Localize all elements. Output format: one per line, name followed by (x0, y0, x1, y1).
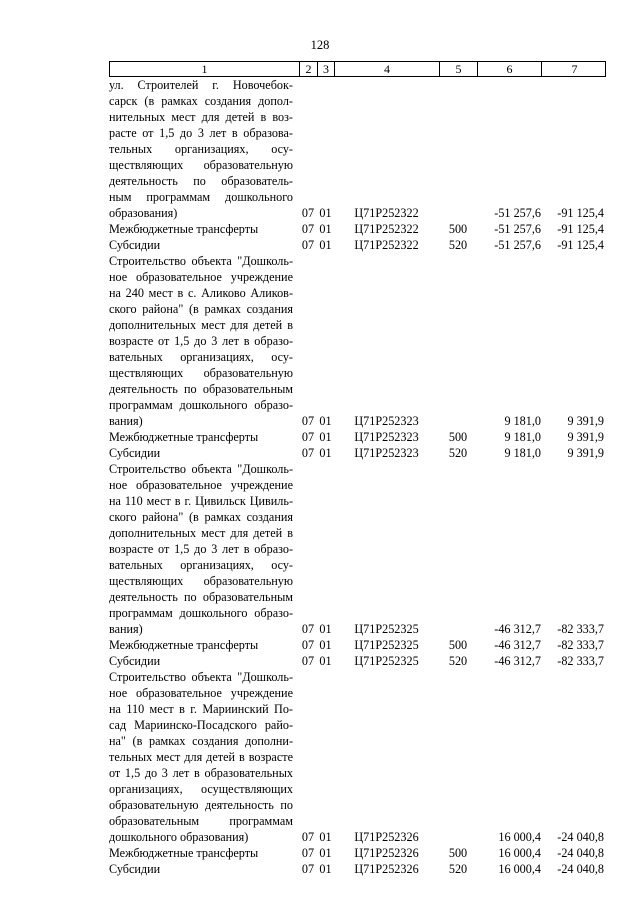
row-name-line: на 240 мест в с. Аликово Аликов- (109, 286, 293, 300)
target-article-code: Ц71P252323 (354, 446, 419, 460)
expense-type-code: 500 (448, 430, 468, 444)
row-name-line: нительных мест для детей в воз- (109, 110, 293, 124)
row-name-line: Субсидии (109, 862, 161, 876)
amount-year-2: -82 333,7 (557, 638, 604, 652)
table-row (109, 77, 606, 221)
row-name-line: сарск (в рамках создания допол- (109, 94, 293, 108)
row-name (109, 461, 299, 637)
amount-year-1: 9 181,0 (504, 414, 541, 428)
row-name-line: Межбюджетные трансферты (109, 430, 259, 444)
table-row (109, 653, 606, 669)
subsection-code: 01 (319, 654, 332, 668)
expense-type-code: 500 (448, 638, 468, 652)
target-article-code: Ц71P252325 (354, 622, 419, 636)
row-name-line: Субсидии (109, 238, 161, 252)
amount-year-2: 9 391,9 (567, 446, 604, 460)
section-code: 07 (301, 414, 315, 428)
column-header: 1 (110, 62, 300, 76)
amount-year-1: 16 000,4 (498, 846, 541, 860)
row-name-line: сад Мариинско-Посадского райо- (109, 718, 293, 732)
row-name-line: тельных мест для детей в возрасте (109, 750, 293, 764)
row-name-line: дополнительных мест для детей в (109, 318, 293, 332)
subsection-code: 01 (319, 862, 332, 876)
row-name-line: организациях, осуществляющих (109, 782, 293, 796)
row-name-line: Субсидии (109, 446, 161, 460)
subsection-code: 01 (319, 414, 332, 428)
column-header: 6 (478, 62, 542, 76)
row-name-line: ным программам дошкольного (109, 190, 293, 204)
table-row (109, 461, 606, 637)
amount-year-1: -46 312,7 (494, 638, 541, 652)
column-header: 4 (335, 62, 440, 76)
row-name (109, 237, 299, 253)
target-article-code: Ц71P252322 (354, 222, 419, 236)
row-name-line: вательных организациях, осу- (109, 350, 293, 364)
row-name-line: вательных организациях, осу- (109, 558, 293, 572)
row-name-line: деятельность по образовательным (109, 590, 293, 604)
amount-year-1: 9 181,0 (504, 430, 541, 444)
row-name-line: ное образовательное учреждение (109, 686, 293, 700)
row-name-line: ул. Строителей г. Новочебок- (109, 78, 293, 92)
amount-year-2: -24 040,8 (557, 862, 604, 876)
row-name-line: ществляющих образовательную (109, 366, 293, 380)
subsection-code: 01 (319, 638, 332, 652)
row-name-line: расте от 1,5 до 3 лет в образова- (109, 126, 293, 140)
section-code: 07 (301, 430, 315, 444)
row-name-line: Строительство объекта "Дошколь- (109, 462, 293, 476)
expense-type-code: 520 (448, 862, 468, 876)
amount-year-2: -82 333,7 (557, 654, 604, 668)
subsection-code: 01 (319, 830, 332, 844)
row-name-line: на" (в рамках создания дополни- (109, 734, 293, 748)
amount-year-1: 16 000,4 (498, 862, 541, 876)
row-name-line: Строительство объекта "Дошколь- (109, 670, 293, 684)
row-name-line: возрасте от 1,5 до 3 лет в образо- (109, 542, 293, 556)
section-code: 07 (301, 622, 315, 636)
section-code: 07 (301, 846, 315, 860)
row-name-line: ществляющих образовательную (109, 574, 293, 588)
target-article-code: Ц71P252323 (354, 414, 419, 428)
section-code: 07 (301, 222, 315, 236)
amount-year-2: -91 125,4 (557, 238, 604, 252)
row-name (109, 653, 299, 669)
subsection-code: 01 (319, 430, 332, 444)
row-name-line: дополнительных мест для детей в (109, 526, 293, 540)
subsection-code: 01 (319, 206, 332, 220)
subsection-code: 01 (319, 846, 332, 860)
section-code: 07 (301, 654, 315, 668)
amount-year-2: 9 391,9 (567, 430, 604, 444)
row-name-line: Межбюджетные трансферты (109, 638, 259, 652)
section-code: 07 (301, 830, 315, 844)
row-name-line: деятельность по образователь- (109, 174, 293, 188)
row-name-line: ное образовательное учреждение (109, 270, 293, 284)
row-name-line: программам дошкольного образо- (109, 398, 293, 412)
section-code: 07 (301, 206, 315, 220)
table-header (109, 61, 606, 77)
row-name-line: Межбюджетные трансферты (109, 846, 259, 860)
row-name-line: тельных организациях, осу- (109, 142, 293, 156)
row-name-line: Субсидии (109, 654, 161, 668)
amount-year-1: -51 257,6 (494, 206, 541, 220)
row-name (109, 77, 299, 221)
table-row (109, 445, 606, 461)
amount-year-1: -51 257,6 (494, 222, 541, 236)
row-name-line: возрасте от 1,5 до 3 лет в образо- (109, 334, 293, 348)
row-name-line: ского района" (в рамках создания (109, 510, 293, 524)
amount-year-1: 16 000,4 (498, 830, 541, 844)
amount-year-2: -91 125,4 (557, 206, 604, 220)
row-name-line: деятельность по образовательным (109, 382, 293, 396)
table-row (109, 637, 606, 653)
target-article-code: Ц71P252322 (354, 238, 419, 252)
column-header: 5 (440, 62, 478, 76)
target-article-code: Ц71P252325 (354, 638, 419, 652)
amount-year-2: -82 333,7 (557, 622, 604, 636)
row-name (109, 669, 299, 845)
row-name-line: программам дошкольного образо- (109, 606, 293, 620)
row-name-line: ского района" (в рамках создания (109, 302, 293, 316)
amount-year-2: -24 040,8 (557, 830, 604, 844)
row-name-line: от 1,5 до 3 лет в образовательных (109, 766, 293, 780)
row-name (109, 637, 299, 653)
section-code: 07 (301, 638, 315, 652)
row-name-line: образовательную деятельность по (109, 798, 293, 812)
row-name-line: образования) (109, 206, 178, 220)
row-name (109, 221, 299, 237)
amount-year-1: -46 312,7 (494, 654, 541, 668)
table-row (109, 845, 606, 861)
page-number: 128 (310, 38, 330, 52)
table-row (109, 669, 606, 845)
subsection-code: 01 (319, 238, 332, 252)
section-code: 07 (301, 862, 315, 876)
table-row (109, 253, 606, 429)
column-header: 2 (300, 62, 318, 76)
row-name (109, 861, 299, 877)
row-name-line: ществляющих образовательную (109, 158, 293, 172)
expense-type-code: 500 (448, 222, 468, 236)
row-name-line: на 110 мест в г. Мариинский По- (109, 702, 293, 716)
target-article-code: Ц71P252326 (354, 830, 419, 844)
amount-year-2: 9 391,9 (567, 414, 604, 428)
target-article-code: Ц71P252326 (354, 862, 419, 876)
subsection-code: 01 (319, 222, 332, 236)
row-name-line: вания) (109, 414, 143, 428)
table-row (109, 861, 606, 877)
section-code: 07 (301, 446, 315, 460)
budget-table (109, 61, 606, 877)
row-name-line: Межбюджетные трансферты (109, 222, 259, 236)
table-row (109, 221, 606, 237)
table-row (109, 429, 606, 445)
row-name (109, 845, 299, 861)
row-name-line: образовательным программам (109, 814, 293, 828)
table-body (109, 77, 606, 877)
subsection-code: 01 (319, 446, 332, 460)
column-header: 3 (318, 62, 335, 76)
column-header: 7 (571, 62, 578, 76)
amount-year-1: 9 181,0 (504, 446, 541, 460)
row-name-line: Строительство объекта "Дошколь- (109, 254, 293, 268)
row-name-line: вания) (109, 622, 143, 636)
row-name (109, 253, 299, 429)
table-row (109, 237, 606, 253)
target-article-code: Ц71P252325 (354, 654, 419, 668)
amount-year-2: -24 040,8 (557, 846, 604, 860)
row-name (109, 445, 299, 461)
expense-type-code: 500 (448, 846, 468, 860)
amount-year-2: -91 125,4 (557, 222, 604, 236)
target-article-code: Ц71P252322 (354, 206, 419, 220)
target-article-code: Ц71P252323 (354, 430, 419, 444)
section-code: 07 (301, 238, 315, 252)
expense-type-code: 520 (448, 446, 468, 460)
subsection-code: 01 (319, 622, 332, 636)
amount-year-1: -46 312,7 (494, 622, 541, 636)
expense-type-code: 520 (448, 238, 468, 252)
row-name-line: ное образовательное учреждение (109, 478, 293, 492)
row-name-line: на 110 мест в г. Цивильск Цивиль- (109, 494, 293, 508)
amount-year-1: -51 257,6 (494, 238, 541, 252)
expense-type-code: 520 (448, 654, 468, 668)
row-name-line: дошкольного образования) (109, 830, 249, 844)
row-name (109, 429, 299, 445)
target-article-code: Ц71P252326 (354, 846, 419, 860)
